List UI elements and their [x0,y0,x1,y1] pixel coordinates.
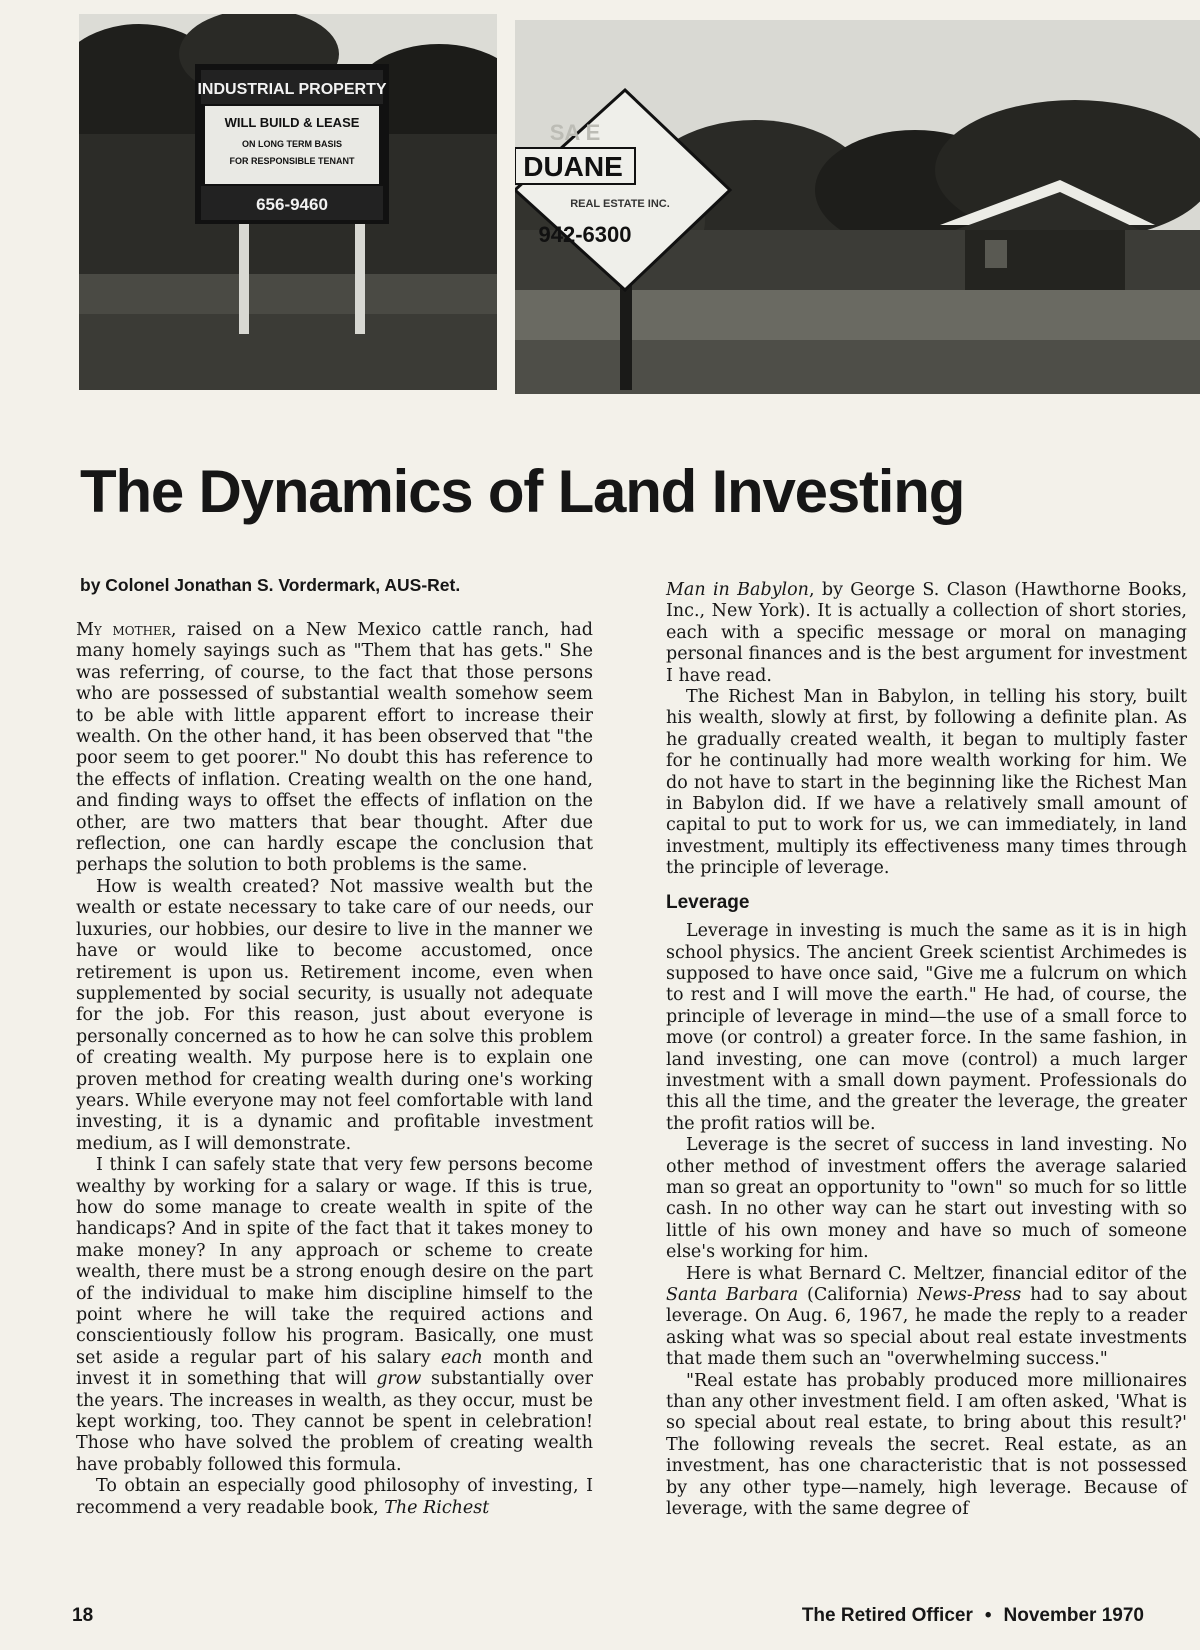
article-column-right [666,580,1187,1520]
sign-duane: DUANE [523,151,623,182]
issue-date: November 1970 [1003,1605,1144,1626]
book-title: Man in Babylon [666,580,809,600]
section-heading-leverage: Leverage [666,891,750,913]
paragraph: Leverage in investing is much the same as it is in high school physics. The ancient Greek scientist Archimedes is supposed to have once said, "Give me a fulcrum on which to rest and I will move the earth." He had, of course, the principle of leverage in mind—the use of a small force to move (or control) a greater force. In the same fashion, in land investing, one can move (control) a much larger investment with a small down payment. Professionals do this all the time, and the greater the leverage, the greater the profit ratios will be. [666,921,1187,1134]
sign-phone-number: 942-6300 [538,222,632,247]
sign-line-long-term: ON LONG TERM BASIS [241,139,343,149]
sign-line-responsible-tenant: FOR RESPONSIBLE TENANT [229,156,355,166]
photo-real-estate-sign-lot [515,20,1200,394]
article-title: The Dynamics of Land Investing [80,458,965,525]
sign-sale-partial: SA E [549,120,601,145]
sign-phone-number: 656-9460 [256,195,328,214]
paragraph: My mother, raised on a New Mexico cattle ranch, had many homely sayings such as "Them that has gets." She was referring, of course, to the fact that those persons who are possessed of substantial wealth somehow seem to be able with little apparent effort to increase their wealth. On the other hand, it has been observed that "the poor seem to get poorer." No doubt this has reference to the effects of inflation. Creating wealth on the one hand, and finding ways to offset the effects of inflation on the other, are two matters that bear thought. After due reflection, one can hardly escape the conclusion that perhaps the solution to both problems is the same. [76,620,593,876]
footer-bullet: • [984,1605,992,1626]
running-footer [802,1605,1144,1627]
paragraph: Man in Babylon, by George S. Clason (Hawthorne Books, Inc., New York). It is actually a collection of short stories, each with a specific message or moral on managing personal finances and is the best argument for investment I have read. [666,580,1188,686]
magazine-name: The Retired Officer [801,1605,973,1626]
article-column-left [76,620,593,1519]
sign-real-estate-inc: REAL ESTATE INC. [570,198,670,210]
paragraph: I think I can safely state that very few persons become wealthy by working for a salary or wage. If this is true, how do some manage to create wealth in spite of the handicaps? And in spite of the fact that it takes money to make money? In any approach or scheme to create wealth, there must be a strong enough desire on the part of the individual to make him discipline himself to the point where he will take the required actions and conscientiously follow his program. Basically, one must set aside a regular part of his salary each month and invest it in something that will grow substantially over the years. The increases in wealth, as they occur, must be kept working, too. They cannot be spent in celebration! Those who have solved the problem of creating wealth have probably followed this formula. [76,1155,593,1475]
byline: by Colonel Jonathan S. Vordermark, AUS-Ret. [80,575,461,595]
sign-line-industrial-property: INDUSTRIAL PROPERTY [197,81,387,98]
paragraph: Leverage is the secret of success in land investing. No other method of investment offers the average salaried man so great an opportunity to "own" so much for so little cash. In no other way can he start out investing with so little of his own money and have so much of someone else's working for him. [666,1135,1187,1263]
paragraph: To obtain an especially good philosophy of investing, I recommend a very readable book, The Richest [76,1476,593,1518]
photo-industrial-property-sign [79,14,497,390]
drop-lead-words: My mother [76,620,171,640]
book-title: The Richest [384,1497,490,1518]
paragraph: The Richest Man in Babylon, in telling his story, built his wealth, slowly at first, by following a definite plan. As he gradually created wealth, it began to multiply faster for he continually had more wealth working for him. We do not have to start in the beginning like the Richest Man in Babylon did. If we have a relatively small amount of capital to put to work for us, we can immediately, in land investment, multiply its effectiveness many times through the principle of leverage. [666,687,1187,879]
paragraph: Here is what Bernard C. Meltzer, financial editor of the Santa Barbara (California) News-Press had to say about leverage. On Aug. 6, 1967, he made the reply to a reader asking what was so special about real estate investments that made them such an "overwhelming success." [666,1263,1187,1370]
paragraph: How is wealth created? Not massive wealth but the wealth or estate necessary to take care of our needs, our luxuries, our hobbies, our desire to live in the manner we have or would like to become accustomed, once retirement is upon us. Retirement income, even when supplemented by social security, is usually not adequate for the job. For this reason, just about everyone is personally concerned as to how he can solve this problem of creating wealth. My purpose here is to explain one proven method for creating wealth during one's working years. While everyone may not feel comfortable with land investing, it is a dynamic and profitable investment medium, as I will demonstrate. [76,876,593,1154]
sign-line-will-build: WILL BUILD & LEASE [224,115,360,130]
page-number: 18 [72,1605,94,1626]
paragraph: "Real estate has probably produced more millionaires than any other investment field. I am often asked, 'What is so special about real estate, to bring about this result?' The following reveals the secret. Real estate, as an investment, has one characteristic that is not possessed by any other type—namely, high leverage. Because of leverage, with the same degree of [666,1370,1187,1520]
